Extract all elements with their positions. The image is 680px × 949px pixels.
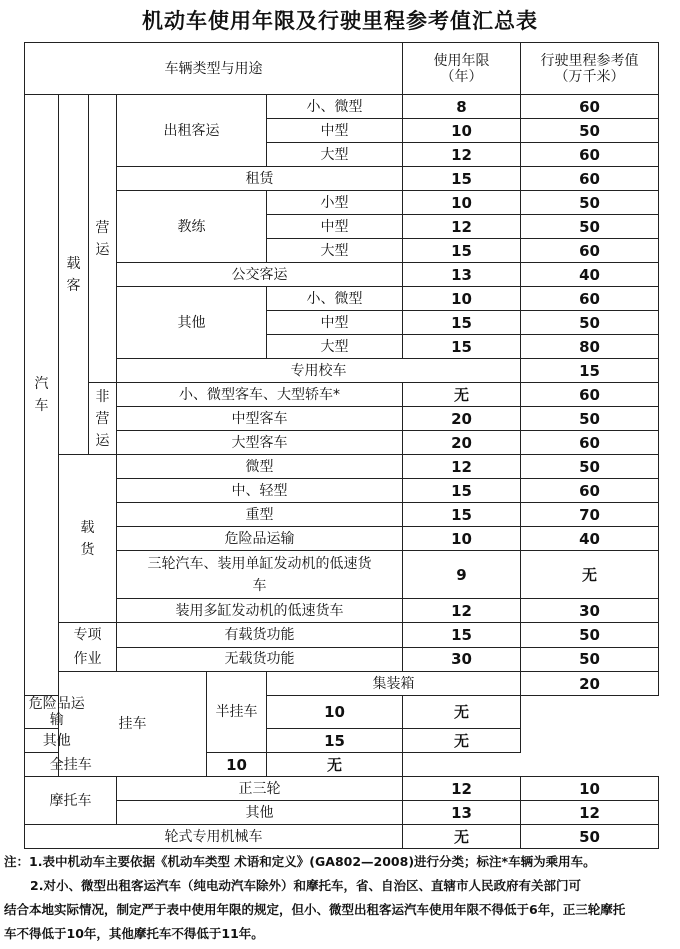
mileage-value: 50	[521, 825, 659, 849]
years-value: 15	[403, 167, 521, 191]
mileage-value: 80	[521, 335, 659, 359]
size-label: 大型	[267, 239, 403, 263]
size-label: 中型	[267, 215, 403, 239]
years-value: 8	[403, 95, 521, 119]
label-auto: 汽车	[25, 95, 59, 696]
mileage-value: 50	[521, 191, 659, 215]
years-value: 9	[403, 551, 521, 599]
years-value: 12	[403, 599, 521, 623]
mileage-value: 50	[521, 119, 659, 143]
years-value: 12	[403, 215, 521, 239]
label-school-bus: 专用校车	[117, 359, 521, 383]
note-line-3: 结合本地实际情况，制定严于表中使用年限的规定，但小、微型出租客运汽车使用年限不得低于6年，正三轮摩托	[4, 902, 626, 917]
size-label: 大型	[267, 335, 403, 359]
years-value: 15	[403, 479, 521, 503]
years-value: 15	[403, 503, 521, 527]
years-value: 15	[403, 239, 521, 263]
label-np-small: 小、微型客车、大型轿车*	[117, 383, 403, 407]
mileage-value: 70	[521, 503, 659, 527]
notes	[4, 850, 676, 946]
header-years-line1: 使用年限	[433, 52, 490, 69]
mileage-value: 无	[403, 696, 521, 729]
header-mileage-line2: （万千米）	[554, 68, 625, 85]
header-years	[403, 43, 521, 95]
label-bus: 公交客运	[117, 263, 403, 287]
label-freight: 载货	[59, 455, 117, 623]
size-label: 中型	[267, 119, 403, 143]
mileage-value: 60	[521, 143, 659, 167]
note-line-4: 车不得低于10年，其他摩托车不得低于11年。	[4, 926, 264, 941]
mileage-value: 50	[521, 455, 659, 479]
years-value: 13	[403, 801, 521, 825]
mileage-value: 60	[521, 287, 659, 311]
label-motorcycle: 摩托车	[25, 777, 117, 825]
mileage-value: 30	[521, 599, 659, 623]
years-value: 12	[403, 455, 521, 479]
years-value: 无	[403, 383, 521, 407]
years-value: 15	[403, 311, 521, 335]
size-label: 中型	[267, 311, 403, 335]
mileage-value: 12	[521, 801, 659, 825]
label-np-large: 大型客车	[117, 431, 403, 455]
vehicle-table	[24, 42, 659, 849]
label-t-other: 其他	[25, 729, 89, 753]
label-m-other: 其他	[117, 801, 403, 825]
label-special: 专项作业	[59, 623, 117, 672]
label-f-heavy: 重型	[117, 503, 403, 527]
label-passenger: 载客	[59, 95, 89, 455]
years-value: 20	[403, 431, 521, 455]
years-value: 20	[403, 407, 521, 431]
mileage-value: 50	[521, 311, 659, 335]
years-value: 12	[403, 777, 521, 801]
label-other: 其他	[117, 287, 267, 359]
label-semi: 半挂车	[207, 672, 267, 753]
years-value: 10	[403, 287, 521, 311]
years-value: 10	[403, 527, 521, 551]
label-t-hazard: 危险品运输	[25, 696, 89, 729]
header-mileage	[521, 43, 659, 95]
page-title: 机动车使用年限及行驶里程参考值汇总表	[142, 9, 538, 33]
years-value: 15	[403, 335, 521, 359]
label-t-container: 集装箱	[267, 672, 521, 696]
size-label: 大型	[267, 143, 403, 167]
years-value: 12	[403, 143, 521, 167]
label-f-multi: 装用多缸发动机的低速货车	[117, 599, 403, 623]
years-value: 10	[207, 753, 267, 777]
years-value: 10	[403, 191, 521, 215]
mileage-value: 60	[521, 95, 659, 119]
size-label: 小、微型	[267, 95, 403, 119]
years-value: 10	[403, 119, 521, 143]
years-value: 无	[403, 825, 521, 849]
size-label: 小型	[267, 191, 403, 215]
label-np-medium: 中型客车	[117, 407, 403, 431]
mileage-value: 60	[521, 167, 659, 191]
label-f-tricycle: 三轮汽车、装用单缸发动机的低速货车	[117, 551, 403, 599]
label-non-operating: 非营运	[89, 383, 117, 455]
mileage-value: 60	[521, 383, 659, 407]
label-training: 教练	[117, 191, 267, 263]
years-value: 30	[403, 647, 521, 672]
label-rental: 租赁	[117, 167, 403, 191]
label-f-micro: 微型	[117, 455, 403, 479]
mileage-value: 40	[521, 527, 659, 551]
label-s-without: 无载货功能	[117, 647, 403, 672]
label-f-hazard: 危险品运输	[117, 527, 403, 551]
years-value: 15	[267, 729, 403, 753]
years-value: 15	[521, 359, 659, 383]
mileage-value: 60	[521, 431, 659, 455]
header-mileage-line1: 行驶里程参考值	[540, 52, 639, 69]
mileage-value: 50	[521, 623, 659, 648]
mileage-value: 10	[521, 777, 659, 801]
label-f-light: 中、轻型	[117, 479, 403, 503]
label-wheeled: 轮式专用机械车	[25, 825, 403, 849]
note-line-1: 注：1.表中机动车主要依据《机动车类型 术语和定义》(GA802—2008)进行分类；标注*车辆为乘用车。	[4, 854, 596, 869]
label-operating: 营运	[89, 95, 117, 383]
mileage-value: 无	[521, 551, 659, 599]
label-s-with: 有载货功能	[117, 623, 403, 648]
label-full-trailer: 全挂车	[25, 753, 117, 777]
mileage-value: 60	[521, 239, 659, 263]
years-value: 10	[267, 696, 403, 729]
years-value: 20	[521, 672, 659, 696]
label-taxi: 出租客运	[117, 95, 267, 167]
mileage-value: 无	[403, 729, 521, 753]
mileage-value: 40	[521, 263, 659, 287]
years-value: 15	[403, 623, 521, 648]
label-trailer: 挂车	[59, 672, 207, 777]
header-type-use: 车辆类型与用途	[25, 43, 403, 95]
size-label: 小、微型	[267, 287, 403, 311]
mileage-value: 60	[521, 479, 659, 503]
note-line-2: 2.对小、微型出租客运汽车（纯电动汽车除外）和摩托车，省、自治区、直辖市人民政府有关部门可	[30, 878, 581, 893]
mileage-value: 50	[521, 647, 659, 672]
mileage-value: 无	[267, 753, 403, 777]
mileage-value: 50	[521, 215, 659, 239]
mileage-value: 50	[521, 407, 659, 431]
years-value: 13	[403, 263, 521, 287]
header-years-line2: （年）	[440, 68, 483, 85]
label-m-tricycle: 正三轮	[117, 777, 403, 801]
